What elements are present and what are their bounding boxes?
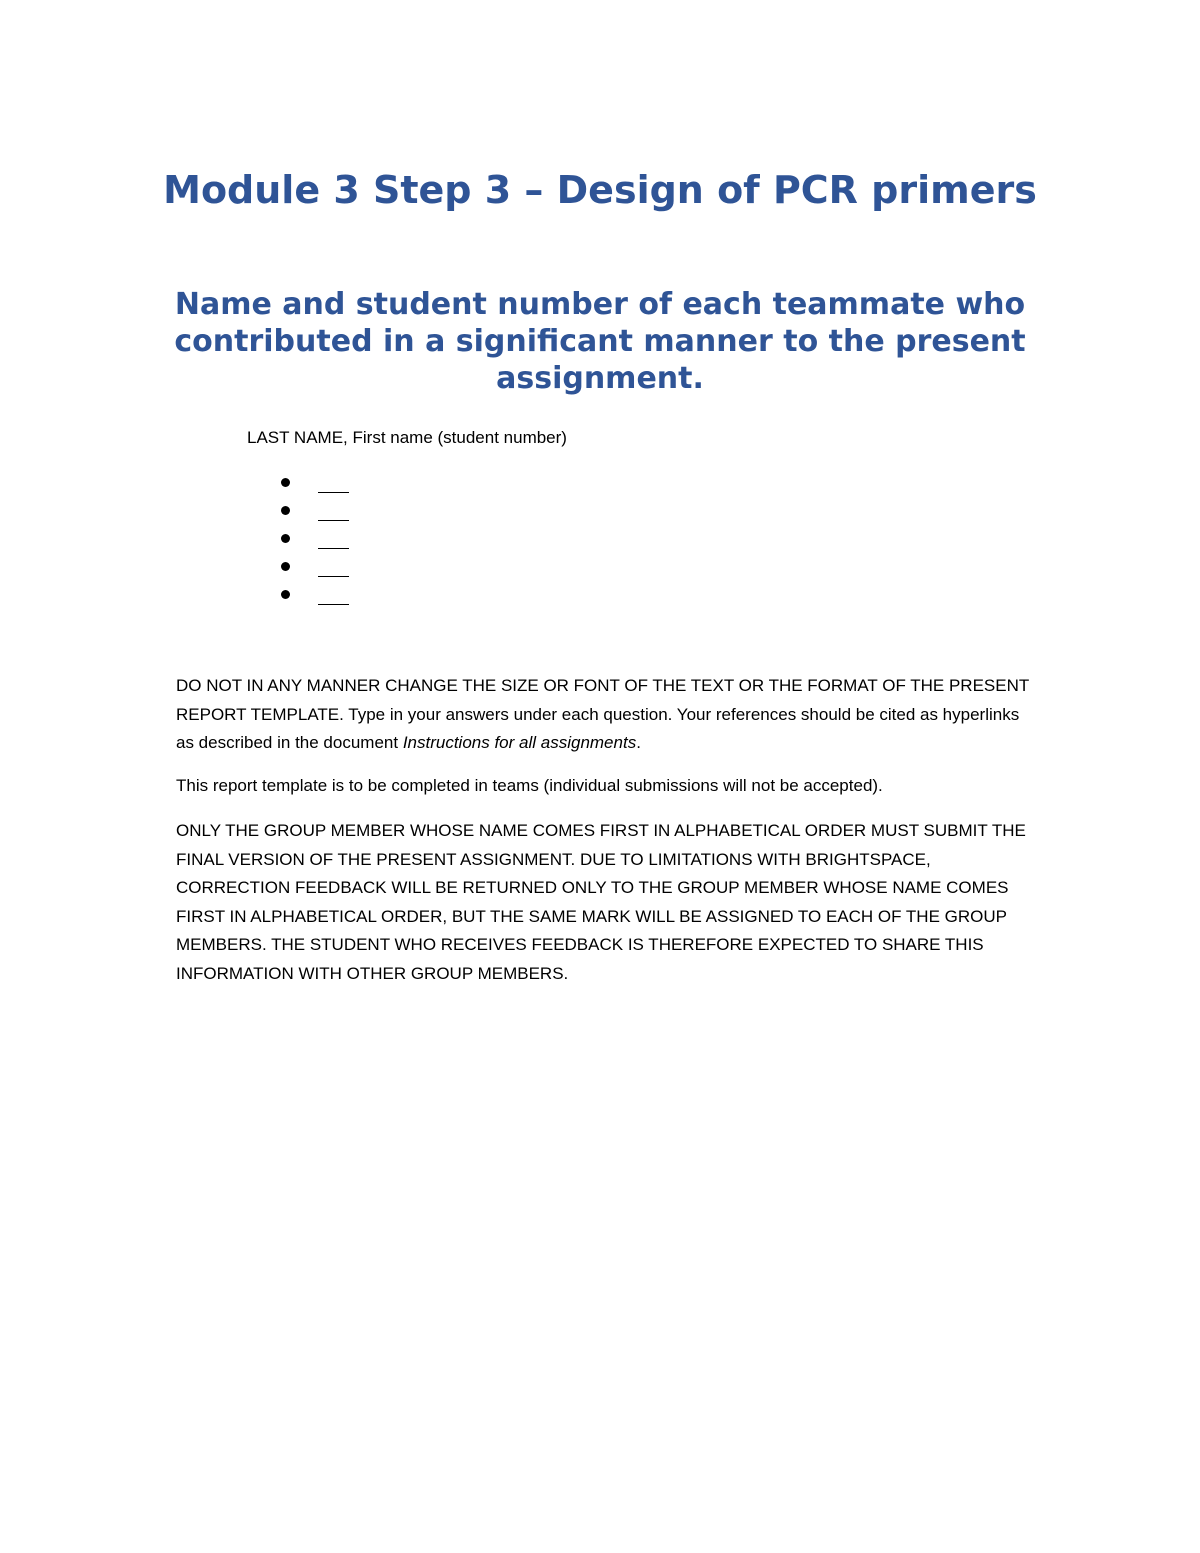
bullet-icon — [281, 478, 290, 487]
instructions-paragraph-submission: ONLY THE GROUP MEMBER WHOSE NAME COMES FIRST IN ALPHABETICAL ORDER MUST SUBMIT THE FINAL VERSION OF THE PRESENT ASSIGNMENT. DUE TO LIMITATIONS WITH BRIGHTSPACE, CORRECTION FEEDBACK WILL BE RETURNED ONLY TO THE GROUP MEMBER WHOSE NAME COMES FIRST IN ALPHABETICAL ORDER, BUT THE SAME MARK WILL BE ASSIGNED TO EACH OF THE GROUP MEMBERS. THE STUDENT WHO RECEIVES FEEDBACK IS THEREFORE EXPECTED TO SHARE THIS INFORMATION WITH OTHER GROUP MEMBERS. — [176, 821, 1026, 983]
team-member-blank[interactable] — [318, 500, 349, 521]
team-member-blank[interactable] — [318, 556, 349, 577]
bullet-icon — [281, 562, 290, 571]
instructions-text-end: . — [636, 733, 641, 752]
bullet-icon — [281, 506, 290, 515]
bullet-icon — [281, 590, 290, 599]
instructions-paragraph-format — [176, 672, 1036, 758]
instructions-document-reference: Instructions for all assignments — [402, 733, 637, 752]
document-subtitle: Name and student number of each teammate who contributed in a significant manner to the present assignment. — [174, 287, 1026, 396]
team-member-blank[interactable] — [318, 472, 349, 493]
instructions-paragraph-teams: This report template is to be completed in teams (individual submissions will not be accepted). — [176, 776, 883, 795]
name-format-label: LAST NAME, First name (student number) — [247, 428, 567, 447]
bullet-icon — [281, 534, 290, 543]
instructions-text: DO NOT IN ANY MANNER CHANGE THE SIZE OR FONT OF THE TEXT OR THE FORMAT OF THE PRESENT REPORT TEMPLATE. Type in your answers under each question. Your references should be cited as hyperlinks as described in the document — [176, 676, 1029, 752]
team-member-blank[interactable] — [318, 584, 349, 605]
document-title: Module 3 Step 3 – Design of PCR primers — [163, 168, 1037, 212]
team-member-blank[interactable] — [318, 528, 349, 549]
